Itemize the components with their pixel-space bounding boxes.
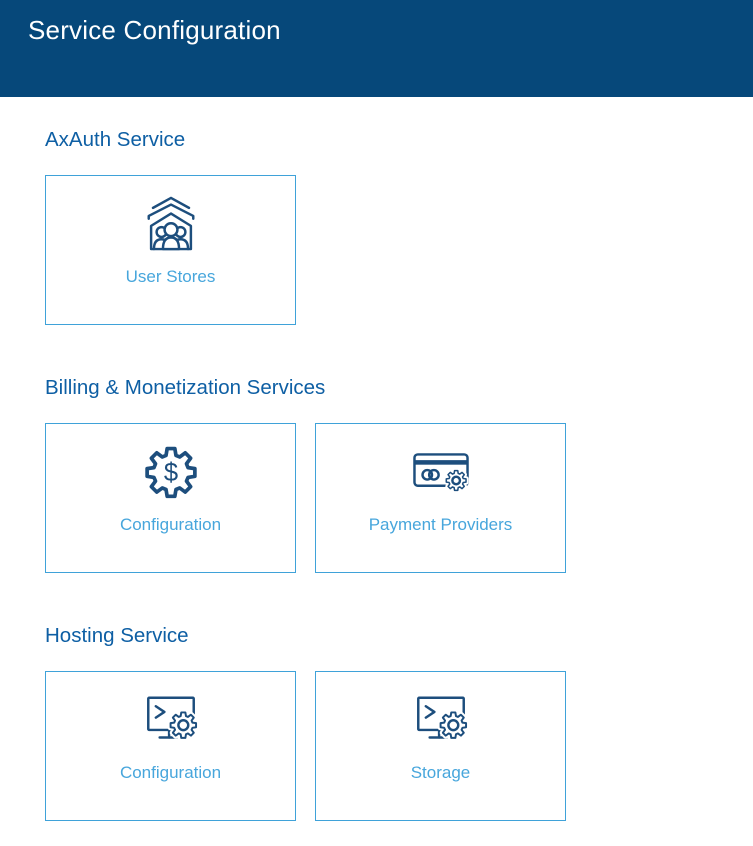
section-axauth-service — [45, 129, 708, 325]
card-label: Storage — [410, 763, 471, 782]
page-title: Service Configuration — [28, 15, 281, 45]
card-label: Configuration — [119, 515, 222, 534]
section-heading: AxAuth Service — [45, 128, 186, 151]
card-storage[interactable] — [315, 671, 566, 821]
svg-text:$: $ — [163, 458, 178, 487]
section-heading: Billing & Monetization Services — [45, 376, 326, 399]
card-label: Payment Providers — [368, 515, 513, 534]
storage-icon — [405, 688, 477, 751]
card-billing-configuration[interactable] — [45, 423, 296, 573]
billing-configuration-icon — [135, 440, 207, 503]
section-hosting-service — [45, 625, 708, 821]
card-payment-providers[interactable] — [315, 423, 566, 573]
hosting-configuration-icon — [135, 688, 207, 751]
card-hosting-configuration[interactable] — [45, 671, 296, 821]
section-billing-monetization — [45, 377, 708, 573]
page-header — [0, 0, 753, 97]
card-user-stores[interactable] — [45, 175, 296, 325]
user-stores-icon — [135, 192, 207, 255]
card-label: User Stores — [125, 267, 216, 286]
payment-providers-icon — [405, 440, 477, 503]
card-label: Configuration — [119, 763, 222, 782]
section-heading: Hosting Service — [45, 624, 189, 647]
